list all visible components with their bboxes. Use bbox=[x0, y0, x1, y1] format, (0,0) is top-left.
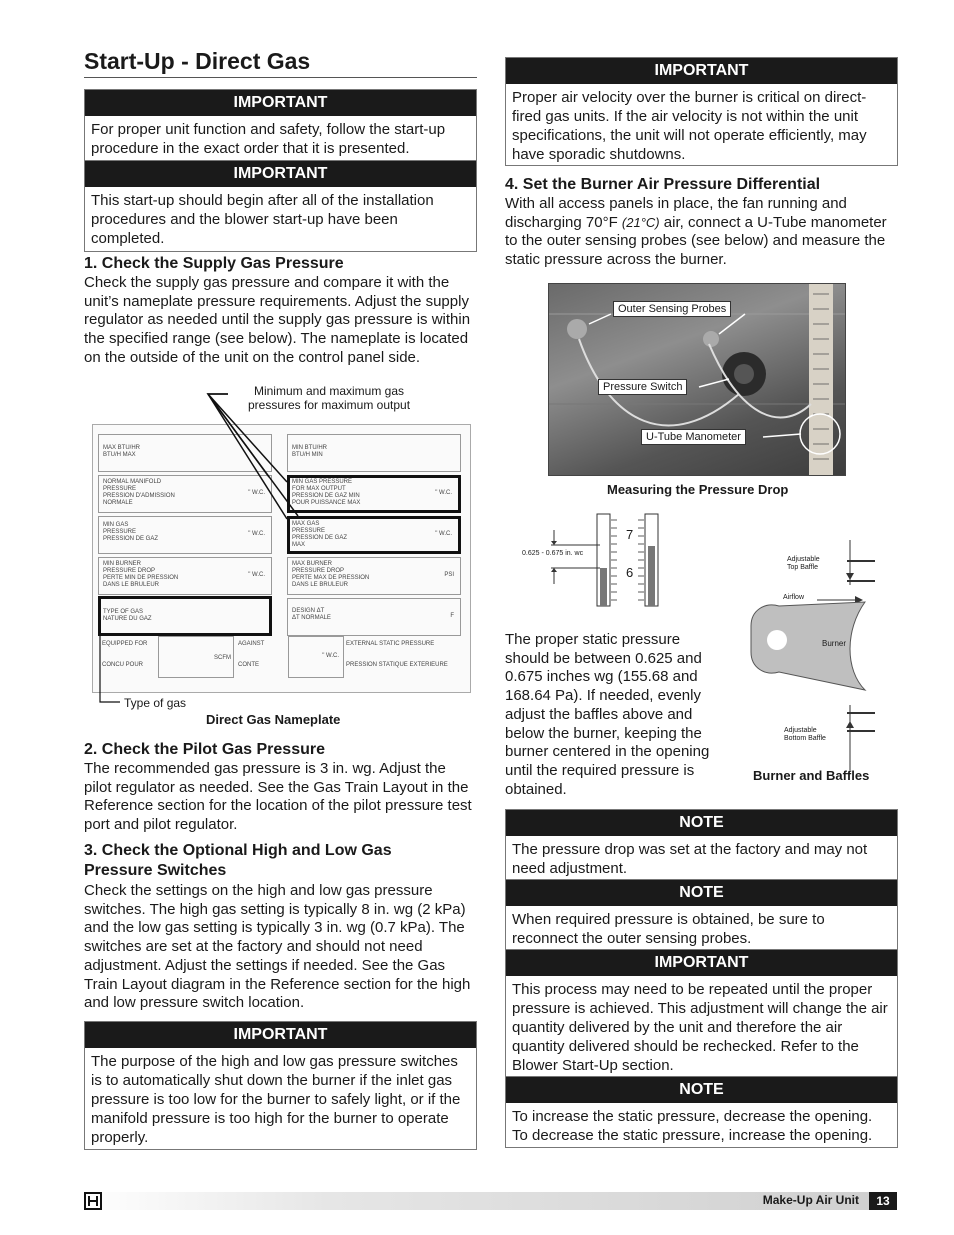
title-rule bbox=[84, 77, 477, 78]
baffle-label-bottom: Adjustable Bottom Baffle bbox=[784, 727, 826, 742]
box-body: To increase the static pressure, decrease the opening. To decrease the static pressure, increase the opening. bbox=[512, 1108, 873, 1144]
box-header: IMPORTANT bbox=[85, 1022, 476, 1048]
baffles-caption: Burner and Baffles bbox=[753, 768, 870, 783]
box-body: This process may need to be repeated until the proper pressure is achieved. This adjustment will change the air quantity delivered by the unit and therefore the air quantity delivered should be rechecked. Refer to the Blower Start-Up section. bbox=[512, 981, 888, 1074]
page-number: 13 bbox=[869, 1192, 897, 1210]
nameplate-cell-min-burner: MIN BURNER PRESSURE DROP PERTE MIN DE PRESSION DANS LE BRULEUR " W.C. bbox=[98, 557, 272, 595]
note-box-factory-set bbox=[505, 809, 898, 881]
nameplate-cell-normal-manifold: NORMAL MANIFOLD PRESSURE PRESSION D'ADMISSION NORMALE " W.C. bbox=[98, 475, 272, 513]
nameplate-cell-min-gas-max-output: MIN GAS PRESSURE FOR MAX OUTPUT PRESSION DE GAZ MIN POUR PUISSANCE MAX " W.C. bbox=[287, 475, 461, 513]
nameplate-cell-static: " W.C. bbox=[288, 636, 344, 678]
box-header: IMPORTANT bbox=[85, 90, 476, 116]
box-header: NOTE bbox=[506, 810, 897, 836]
burner-baffles-diagram bbox=[745, 540, 897, 800]
section-body-air-pressure: With all access panels in place, the fan running and discharging 70°F (21°C) air, connect a U-Tube manometer to the outer sensing probes (see below) and measure the static pressure across the burner. bbox=[505, 195, 887, 269]
section-heading-pressure-switches: 3. Check the Optional High and Low Gas Pressure Switches bbox=[84, 842, 392, 879]
photo-label-outer-probes: Outer Sensing Probes bbox=[613, 301, 731, 317]
box-header: IMPORTANT bbox=[506, 950, 897, 976]
section-heading-supply-gas: 1. Check the Supply Gas Pressure bbox=[84, 255, 344, 272]
nameplate-caption: Direct Gas Nameplate bbox=[206, 712, 341, 727]
nameplate-cell-design-dt: DESIGN ΔT ΔT NORMALE F bbox=[287, 598, 461, 636]
section-body-supply-gas: Check the supply gas pressure and compare it with the unit’s nameplate pressure requirements. Adjust the supply regulator as needed until the supply gas pressure is within the specified range (see below). The nameplate is located on the outside of the unit on the control panel side. bbox=[84, 274, 471, 366]
nameplate-cell-max-gas: MAX GAS PRESSURE PRESSION DE GAZ MAX " W.C. bbox=[287, 516, 461, 554]
static-pressure-text: The proper static pressure should be between 0.625 and 0.675 inches wg (155.68 and 168.64 Pa). If needed, evenly adjust the baffles above and below the burner, keeping the burner centered in the opening until the required pressure is obtained. bbox=[505, 631, 710, 798]
photo-label-u-tube: U-Tube Manometer bbox=[641, 429, 746, 445]
nameplate-cell-max-burner: MAX BURNER PRESSURE DROP PERTE MAX DE PRESSION DANS LE BRULEUR PSI bbox=[287, 557, 461, 595]
photo-label-pressure-switch: Pressure Switch bbox=[598, 379, 687, 395]
nameplate-cell-max-btu: MAX BTU/HR BTU/H MAX bbox=[98, 434, 272, 472]
manometer-diagram bbox=[505, 510, 685, 610]
important-box-startup-timing bbox=[84, 160, 477, 252]
photo-caption: Measuring the Pressure Drop bbox=[607, 482, 789, 497]
box-header: IMPORTANT bbox=[85, 161, 476, 187]
manometer-illustration bbox=[505, 510, 685, 610]
nameplate-callout-arrows bbox=[84, 384, 477, 729]
important-box-air-velocity bbox=[505, 57, 898, 166]
note-box-opening bbox=[505, 1076, 898, 1148]
burner-label: Burner bbox=[822, 639, 847, 648]
section-body-pressure-switches: Check the settings on the high and low gas pressure switches. The high gas setting is typically 8 in. wg (2 kPa) and the low gas setting is typically 3 in. wg (0.7 kPa). The switches are set at the factory and should not need adjustment. Adjust the settings if needed. See the Gas Train Layout diagram in the Reference section for the high and low pressure switch location. bbox=[84, 882, 471, 1012]
footer-product-label: Make-Up Air Unit bbox=[762, 1193, 859, 1207]
important-box-repeat-process bbox=[505, 949, 898, 1078]
type-of-gas-label: Type of gas bbox=[124, 696, 187, 710]
box-body: When required pressure is obtained, be sure to reconnect the outer sensing probes. bbox=[512, 911, 825, 947]
box-body: Proper air velocity over the burner is critical on direct-fired gas units. If the air velocity is not within the unit specifications, the unit will not operate efficiently, may have sporadic shutdowns. bbox=[512, 89, 867, 163]
nameplate-callout: Minimum and maximum gas pressures for maximum output bbox=[247, 384, 411, 412]
nameplate-cell-type-of-gas: TYPE OF GAS NATURE DU GAZ bbox=[98, 596, 272, 636]
airflow-label: Airflow bbox=[783, 594, 805, 601]
box-body: The purpose of the high and low gas pressure switches is to automatically shut down the burner if the inlet gas pressure is too low for the burner to safely light, or if the manifold pressure is too high for the burner to operate properly. bbox=[91, 1053, 461, 1146]
nameplate-cell-min-gas: MIN GAS PRESSURE PRESSION DE GAZ " W.C. bbox=[98, 516, 272, 554]
section-body-pilot-gas: The recommended gas pressure is 3 in. wg. Adjust the pilot regulator as needed. See the Gas Train Layout in the Reference section for the location of the pilot pressure test port and pilot regulator. bbox=[84, 760, 472, 834]
important-box-pressure-switches bbox=[84, 1021, 477, 1150]
section-heading-pilot-gas: 2. Check the Pilot Gas Pressure bbox=[84, 741, 325, 758]
manometer-tick-7: 7 bbox=[626, 527, 634, 542]
box-header: NOTE bbox=[506, 880, 897, 906]
page-title: Start-Up - Direct Gas bbox=[84, 48, 311, 74]
section-heading-air-pressure: 4. Set the Burner Air Pressure Differential bbox=[505, 176, 821, 193]
box-body: For proper unit function and safety, follow the start-up procedure in the exact order that it is presented. bbox=[91, 121, 446, 157]
box-body: The pressure drop was set at the factory and may not need adjustment. bbox=[512, 841, 868, 877]
direct-gas-nameplate-figure: Minimum and maximum gas pressures for maximum output MAX BTU/HR BTU/H MAX MIN BTU/HR BTU/H MIN NORMAL MANIFOLD PRESSURE PRESSION D'ADMISSION NORMALE " W.C. MIN GAS PRESSURE FOR MAX OUTPUT PRESSION DE GAZ MIN POUR PUISSANCE MAX " W.C. MIN GAS PRESSURE PRESSION DE GAZ " W.C. MAX GAS PRESSURE PRESSION DE GAZ MAX " W.C. MIN BURNER PRESSURE DROP PERTE MIN DE PRESSION DANS LE BRULEUR " W.C. MAX BURNER PRESSURE DROP PERTE MAX DE PRESSION DANS LE BRULEUR PSI TYPE OF GAS NATURE DU GAZ DESIGN ΔT ΔT NORMALE F EQUIPPED FOR CONCU POUR SCFM AGAINST CONTE " W.C. EXTERNAL STATIC PRESSURE PRESSION STATIQUE EXTERIEURE Type of gas Direct Gas Nameplate bbox=[84, 384, 477, 729]
pressure-drop-photo bbox=[548, 283, 846, 476]
company-logo-icon bbox=[84, 1192, 104, 1210]
manometer-range-label: 0.625 - 0.675 in. wc bbox=[522, 550, 584, 557]
box-header: NOTE bbox=[506, 1077, 897, 1103]
box-header: IMPORTANT bbox=[506, 58, 897, 84]
box-body: This start-up should begin after all of the installation procedures and the blower start-up have been completed. bbox=[91, 192, 434, 247]
baffle-label-top: Adjustable Top Baffle bbox=[787, 556, 820, 571]
important-box-procedure-order bbox=[84, 89, 477, 162]
nameplate-cell-min-btu: MIN BTU/HR BTU/H MIN bbox=[287, 434, 461, 472]
manometer-tick-6: 6 bbox=[626, 565, 634, 580]
note-box-reconnect bbox=[505, 879, 898, 951]
